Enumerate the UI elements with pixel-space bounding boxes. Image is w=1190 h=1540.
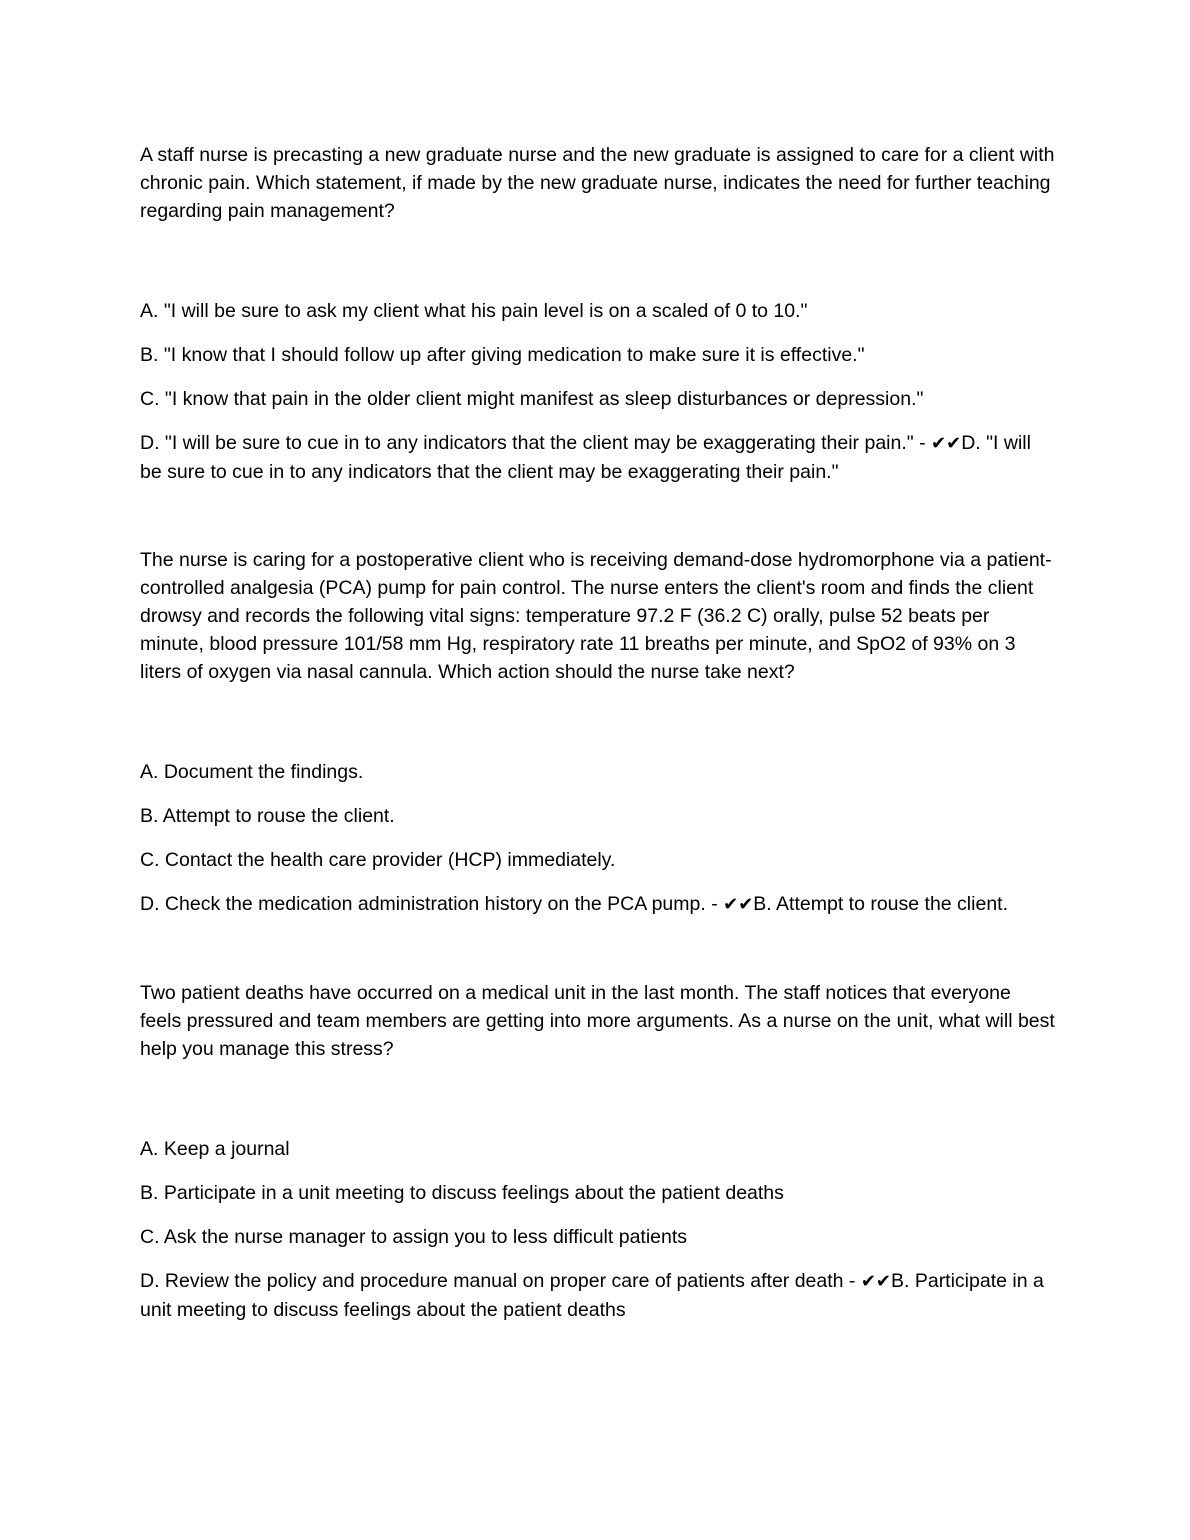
option-b: B. "I know that I should follow up after giving medication to make sure it is effective."	[140, 344, 865, 366]
answer-text: B. Attempt to rouse the client.	[753, 893, 1008, 915]
option-a: A. "I will be sure to ask my client what his pain level is on a scaled of 0 to 10."	[140, 300, 808, 322]
double-check-icon: ✔✔	[931, 433, 962, 454]
option-a: A. Document the findings.	[140, 761, 364, 783]
question-stem: Two patient deaths have occurred on a medical unit in the last month. The staff notices that everyone feels pressured and team members are getting into more arguments. As a nurse on the unit, what will best help you manage this stress?	[140, 982, 1055, 1060]
option-a: A. Keep a journal	[140, 1138, 290, 1160]
options-list	[140, 297, 1055, 486]
question-block-1	[140, 141, 1055, 486]
option-d: D. Review the policy and procedure manual on proper care of patients after death -	[140, 1270, 861, 1292]
option-d: D. "I will be sure to cue in to any indicators that the client may be exaggerating their pain." -	[140, 432, 932, 454]
option-c: C. Ask the nurse manager to assign you to less difficult patients	[140, 1226, 688, 1248]
option-d-with-answer	[140, 429, 1055, 486]
option-c: C. "I know that pain in the older client might manifest as sleep disturbances or depression."	[140, 388, 924, 410]
option-d-with-answer	[140, 890, 1055, 919]
question-stem: The nurse is caring for a postoperative client who is receiving demand-dose hydromorphone via a patient-controlled analgesia (PCA) pump for pain control. The nurse enters the client's room and finds the client drowsy and records the following vital signs: temperature 97.2 F (36.2 C) orally, pulse 52 beats per minute, blood pressure 101/58 mm Hg, respiratory rate 11 breaths per minute, and SpO2 of 93% on 3 liters of oxygen via nasal cannula. Which action should the nurse take next?	[140, 549, 1052, 683]
question-block-3	[140, 979, 1055, 1324]
option-b: B. Participate in a unit meeting to discuss feelings about the patient deaths	[140, 1182, 784, 1204]
double-check-icon: ✔✔	[723, 894, 754, 915]
question-block-2	[140, 546, 1055, 919]
options-list	[140, 758, 1055, 919]
option-c: C. Contact the health care provider (HCP) immediately.	[140, 849, 616, 871]
document-page	[140, 141, 1055, 1340]
option-b: B. Attempt to rouse the client.	[140, 805, 395, 827]
option-d: D. Check the medication administration history on the PCA pump. -	[140, 893, 724, 915]
answer-text: D. "I will be sure to cue in to any indicators that the client may be exaggerating their pain."	[140, 432, 1031, 483]
answer-text: B. Participate in a unit meeting to discuss feelings about the patient deaths	[140, 1270, 1044, 1321]
options-list	[140, 1135, 1055, 1324]
question-stem: A staff nurse is precasting a new graduate nurse and the new graduate is assigned to care for a client with chronic pain. Which statement, if made by the new graduate nurse, indicates the need for further teaching regarding pain management?	[140, 144, 1055, 222]
option-d-with-answer	[140, 1267, 1055, 1324]
double-check-icon: ✔✔	[860, 1271, 891, 1292]
